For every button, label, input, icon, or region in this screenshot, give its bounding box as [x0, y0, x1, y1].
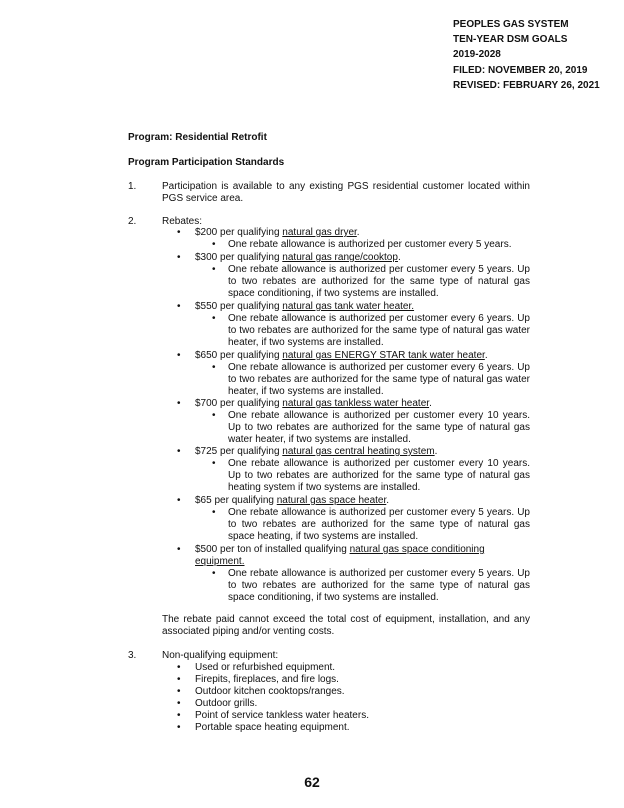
rebate-detail: • One rebate allowance is authorized per customer every 5 years. Up to two rebates are authorized for the same type of natural gas space conditioning, if two systems are installed. [228, 568, 530, 604]
non-qualifying-heading: Non-qualifying equipment: [162, 650, 279, 661]
header-line: FILED: NOVEMBER 20, 2019 [453, 64, 588, 76]
rebate-detail: • One rebate allowance is authorized per customer every 5 years. [228, 239, 530, 251]
rebate-item: • $650 per qualifying natural gas ENERGY STAR tank water heater. [195, 350, 530, 362]
non-qualifying-item: • Firepits, fireplaces, and fire logs. [195, 674, 530, 686]
header-line: REVISED: FEBRUARY 26, 2021 [453, 79, 600, 91]
rebate-detail: • One rebate allowance is authorized per customer every 6 years. Up to two rebates are authorized for the same type of natural gas water heater, if two systems are installed. [228, 313, 530, 349]
rebate-detail: • One rebate allowance is authorized per customer every 5 years. Up to two rebates are authorized for the same type of natural gas space conditioning, if two systems are installed. [228, 264, 530, 300]
rebates-heading: Rebates: [162, 216, 203, 227]
non-qualifying-item: • Portable space heating equipment. [195, 722, 530, 734]
document-header [453, 17, 600, 93]
equipment-link: natural gas central heating system [282, 446, 435, 457]
header-line: 2019-2028 [453, 49, 501, 61]
item-number: 2. [128, 216, 137, 227]
item-number: 1. [128, 181, 137, 192]
participation-text: Participation is available to any existing PGS residential customer located within PGS service area. [162, 181, 530, 204]
item-number: 3. [128, 650, 137, 661]
rebate-item: • $300 per qualifying natural gas range/cooktop. [195, 252, 530, 264]
rebate-item: • $725 per qualifying natural gas central heating system. [195, 446, 530, 458]
equipment-link: natural gas ENERGY STAR tank water heater [282, 350, 485, 361]
equipment-link: natural gas tank water heater. [282, 301, 415, 312]
header-line: TEN-YEAR DSM GOALS [453, 34, 568, 46]
rebate-item: • $700 per qualifying natural gas tankless water heater. [195, 398, 530, 410]
equipment-link: natural gas dryer [282, 227, 357, 238]
equipment-link: natural gas tankless water heater [282, 398, 430, 409]
equipment-link: natural gas space conditioning equipment. [195, 544, 485, 567]
rebate-item: • $65 per qualifying natural gas space heater. [195, 495, 530, 507]
non-qualifying-item: • Point of service tankless water heaters. [195, 710, 530, 722]
header-line: PEOPLES GAS SYSTEM [453, 19, 569, 30]
rebate-note: The rebate paid cannot exceed the total cost of equipment, installation, and any associated piping and/or venting costs. [162, 614, 530, 637]
rebate-item: • $200 per qualifying natural gas dryer. [195, 227, 530, 239]
rebate-detail: • One rebate allowance is authorized per customer every 5 years. Up to two rebates are authorized for the same type of natural gas space heating, if two systems are installed. [228, 507, 530, 543]
non-qualifying-item: • Used or refurbished equipment. [195, 662, 530, 674]
non-qualifying-item: • Outdoor kitchen cooktops/ranges. [195, 686, 530, 698]
rebate-detail: • One rebate allowance is authorized per customer every 6 years. Up to two rebates are authorized for the same type of natural gas water heater, if two systems are installed. [228, 362, 530, 398]
equipment-link: natural gas space heater [276, 495, 387, 506]
non-qualifying-item: • Outdoor grills. [195, 698, 530, 710]
rebate-detail: • One rebate allowance is authorized per customer every 10 years. Up to two rebates are authorized for the same type of natural gas water heater, if two systems are installed. [228, 410, 530, 446]
program-title: Program: Residential Retrofit [128, 132, 267, 143]
rebate-item: • $500 per ton of installed qualifying natural gas space conditioning equipment. [195, 544, 495, 568]
section-title: Program Participation Standards [128, 157, 285, 168]
page-number: 62 [304, 774, 320, 790]
rebate-item: • $550 per qualifying natural gas tank water heater. [195, 301, 530, 313]
rebate-detail: • One rebate allowance is authorized per customer every 10 years. Up to two rebates are authorized for the same type of natural gas heating system if two systems are installed. [228, 458, 530, 494]
equipment-link: natural gas range/cooktop [282, 252, 398, 263]
